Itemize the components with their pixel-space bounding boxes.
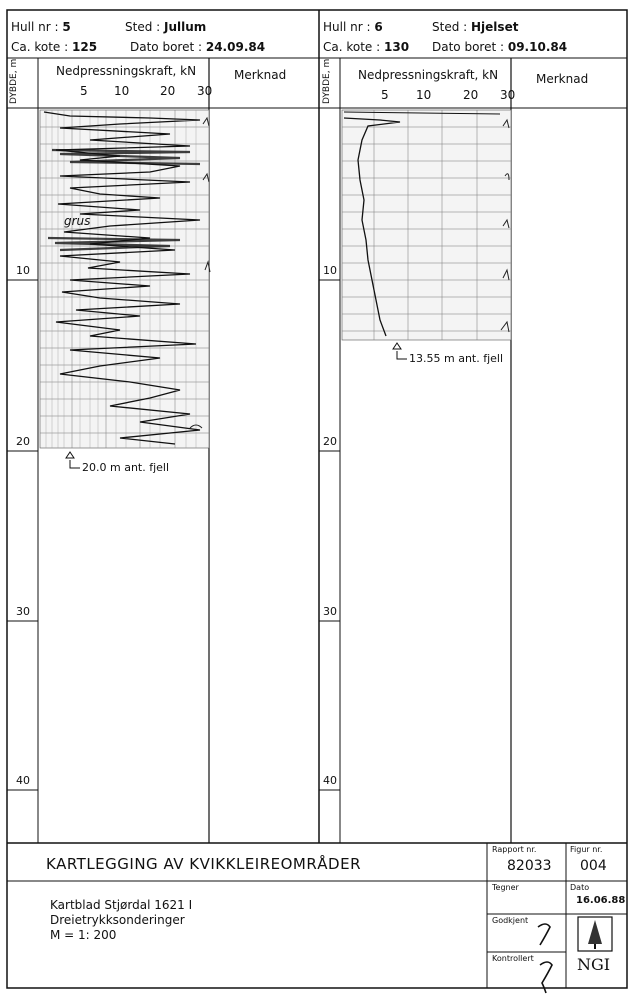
right-site-label: Sted : — [432, 20, 468, 34]
sheet-line-1: Kartblad Stjørdal 1621 I — [50, 898, 193, 912]
right-depth-tick: 30 — [323, 605, 337, 618]
ngi-logo-text: NGI — [577, 955, 611, 974]
left-elev-row — [11, 40, 97, 54]
left-field-note: grus — [64, 214, 91, 228]
right-date-row — [432, 40, 567, 54]
left-force-tick: 20 — [160, 84, 176, 98]
dato-label: Dato — [570, 883, 590, 892]
left-date: 24.09.84 — [205, 40, 266, 54]
left-hole-label-row — [11, 20, 71, 34]
left-force-tick: 30 — [197, 84, 213, 98]
dato-value: 16.06.88 — [576, 895, 626, 906]
left-remark-header: Merknad — [234, 68, 287, 82]
left-sounding-grid — [40, 110, 209, 448]
right-hole-label-row — [323, 20, 383, 34]
right-force-header: Nedpressningskraft, kN — [358, 68, 499, 82]
figur-label: Figur nr. — [570, 845, 603, 854]
left-hole-label: Hull nr : — [11, 20, 59, 34]
right-force-tick: 20 — [463, 88, 479, 102]
left-site: Jullum — [164, 20, 207, 34]
godkjent-label: Godkjent — [492, 916, 529, 925]
right-elev-row — [323, 40, 409, 54]
left-elev: 125 — [72, 40, 98, 54]
right-depth-tick: 10 — [323, 264, 337, 277]
right-force-tick: 30 — [500, 88, 516, 102]
tegner-label: Tegner — [492, 883, 519, 892]
left-depth-tick: 10 — [16, 264, 30, 277]
right-elev: 130 — [384, 40, 410, 54]
left-depth-tick: 40 — [16, 774, 30, 787]
left-elev-label: Ca. kote : — [11, 40, 69, 54]
rapport-number: 82033 — [507, 858, 552, 874]
sheet-scale: M = 1: 200 — [50, 928, 117, 942]
right-date-label: Dato boret : — [432, 40, 505, 54]
right-depth-tick: 20 — [323, 435, 337, 448]
rapport-label: Rapport nr. — [492, 845, 537, 854]
left-depth-header: DYBDE, m — [9, 58, 19, 104]
left-site-row — [125, 20, 206, 34]
right-site: Hjelset — [471, 20, 519, 34]
left-hole-number: 5 — [62, 20, 71, 34]
report-title: KARTLEGGING AV KVIKKLEIREOMRÅDER — [46, 855, 362, 873]
right-force-tick: 5 — [381, 88, 389, 102]
left-depth-tick: 30 — [16, 605, 30, 618]
right-sounding-grid — [342, 110, 511, 340]
right-depth-header: DYBDE, m — [322, 58, 332, 104]
kontrollert-label: Kontrollert — [492, 954, 534, 963]
sheet-line-2: Dreietrykksonderinger — [50, 913, 185, 927]
right-site-row — [432, 20, 518, 34]
figur-number: 004 — [580, 858, 607, 874]
right-end-note: 13.55 m ant. fjell — [409, 352, 504, 365]
left-site-label: Sted : — [125, 20, 161, 34]
left-force-tick: 5 — [80, 84, 88, 98]
right-hole-number: 6 — [374, 20, 383, 34]
right-force-tick: 10 — [416, 88, 432, 102]
right-remark-header: Merknad — [536, 72, 589, 86]
left-force-tick: 10 — [114, 84, 130, 98]
left-force-header: Nedpressningskraft, kN — [56, 64, 197, 78]
left-date-row — [130, 40, 265, 54]
right-date: 09.10.84 — [507, 40, 568, 54]
right-hole-label: Hull nr : — [323, 20, 371, 34]
left-date-label: Dato boret : — [130, 40, 203, 54]
left-depth-tick: 20 — [16, 435, 30, 448]
right-elev-label: Ca. kote : — [323, 40, 381, 54]
right-depth-tick: 40 — [323, 774, 337, 787]
left-end-note: 20.0 m ant. fjell — [82, 461, 170, 474]
